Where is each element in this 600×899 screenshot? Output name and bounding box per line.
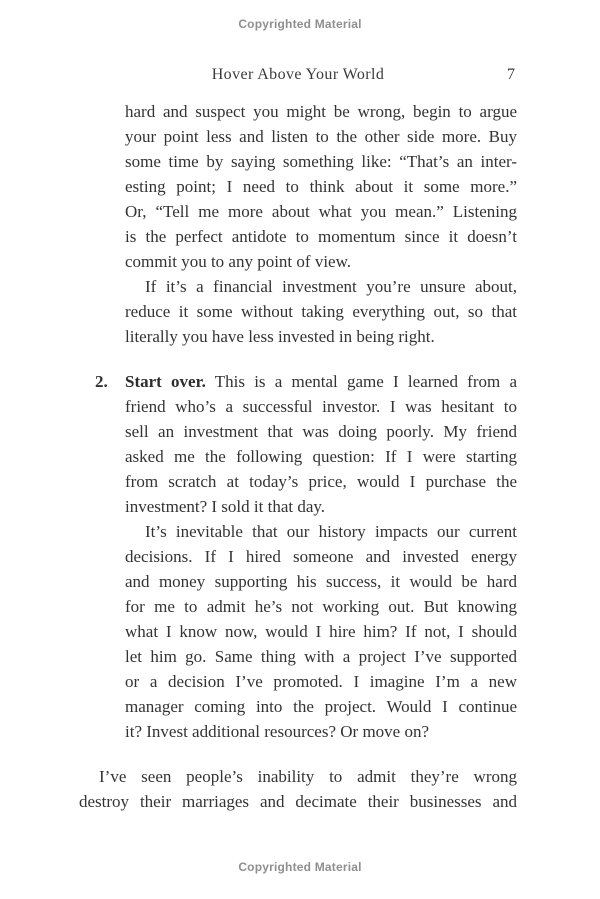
- text-line: is the perfect antidote to momentum since it doesn’t: [125, 227, 517, 246]
- text-line: Or, “Tell me more about what you mean.” Listening: [125, 202, 517, 221]
- closing-paragraph: [79, 764, 517, 814]
- running-header: [79, 65, 517, 85]
- text-line: literally you have less invested in being right.: [125, 327, 435, 346]
- text-line: destroy their marriages and decimate their businesses and: [79, 792, 517, 811]
- paragraph-financial: [125, 274, 517, 349]
- text-line: or a decision I’ve promoted. I imagine I’m a new: [125, 672, 517, 691]
- text-line: investment? I sold it that day.: [125, 497, 326, 516]
- text-line: Start over. This is a mental game I learned from a: [125, 372, 517, 391]
- text-line: If it’s a financial investment you’re unsure about,: [145, 277, 517, 296]
- text-line: from scratch at today’s price, would I purchase the: [125, 472, 517, 491]
- text-line: I’ve seen people’s inability to admit they’re wrong: [99, 767, 517, 786]
- text-line: esting point; I need to think about it some more.”: [125, 177, 517, 196]
- paragraph-continuation: [125, 99, 517, 274]
- text-line: some time by saying something like: “That’s an inter-: [125, 152, 517, 171]
- text-line: asked me the following question: If I were starting: [125, 447, 517, 466]
- text-line: friend who’s a successful investor. I was hesitant to: [125, 397, 517, 416]
- text-line: sell an investment that was doing poorly. My friend: [125, 422, 517, 441]
- text-line: your point less and listen to the other side more. Buy: [125, 127, 517, 146]
- body-text: [79, 99, 517, 814]
- text-line: commit you to any point of view.: [125, 252, 352, 271]
- copyright-notice-top: Copyrighted Material: [238, 17, 362, 31]
- copyright-notice-bottom: Copyrighted Material: [238, 860, 362, 874]
- page-number: 7: [507, 66, 515, 83]
- text-line: what I know now, would I hire him? If not, I should: [125, 622, 517, 641]
- text-line: reduce it some without taking everything out, so that: [125, 302, 517, 321]
- text-line: hard and suspect you might be wrong, begin to argue: [125, 102, 517, 121]
- list-item-number: 2.: [95, 372, 108, 391]
- text-line: manager coming into the project. Would I continue: [125, 697, 517, 716]
- text-line: it? Invest additional resources? Or move on?: [125, 722, 430, 741]
- text-line: It’s inevitable that our history impacts our current: [145, 522, 517, 541]
- text-line: decisions. If I hired someone and invested energy: [125, 547, 517, 566]
- text-line: and money supporting his success, it would be hard: [125, 572, 517, 591]
- list-item-lead-bold: Start over.: [125, 372, 206, 391]
- text-line: let him go. Same thing with a project I’ve supported: [125, 647, 517, 666]
- page-title: Hover Above Your World: [211, 66, 385, 83]
- list-item-2: [95, 369, 517, 744]
- list-item-text: [125, 369, 517, 744]
- text-line: for me to admit he’s not working out. But knowing: [125, 597, 517, 616]
